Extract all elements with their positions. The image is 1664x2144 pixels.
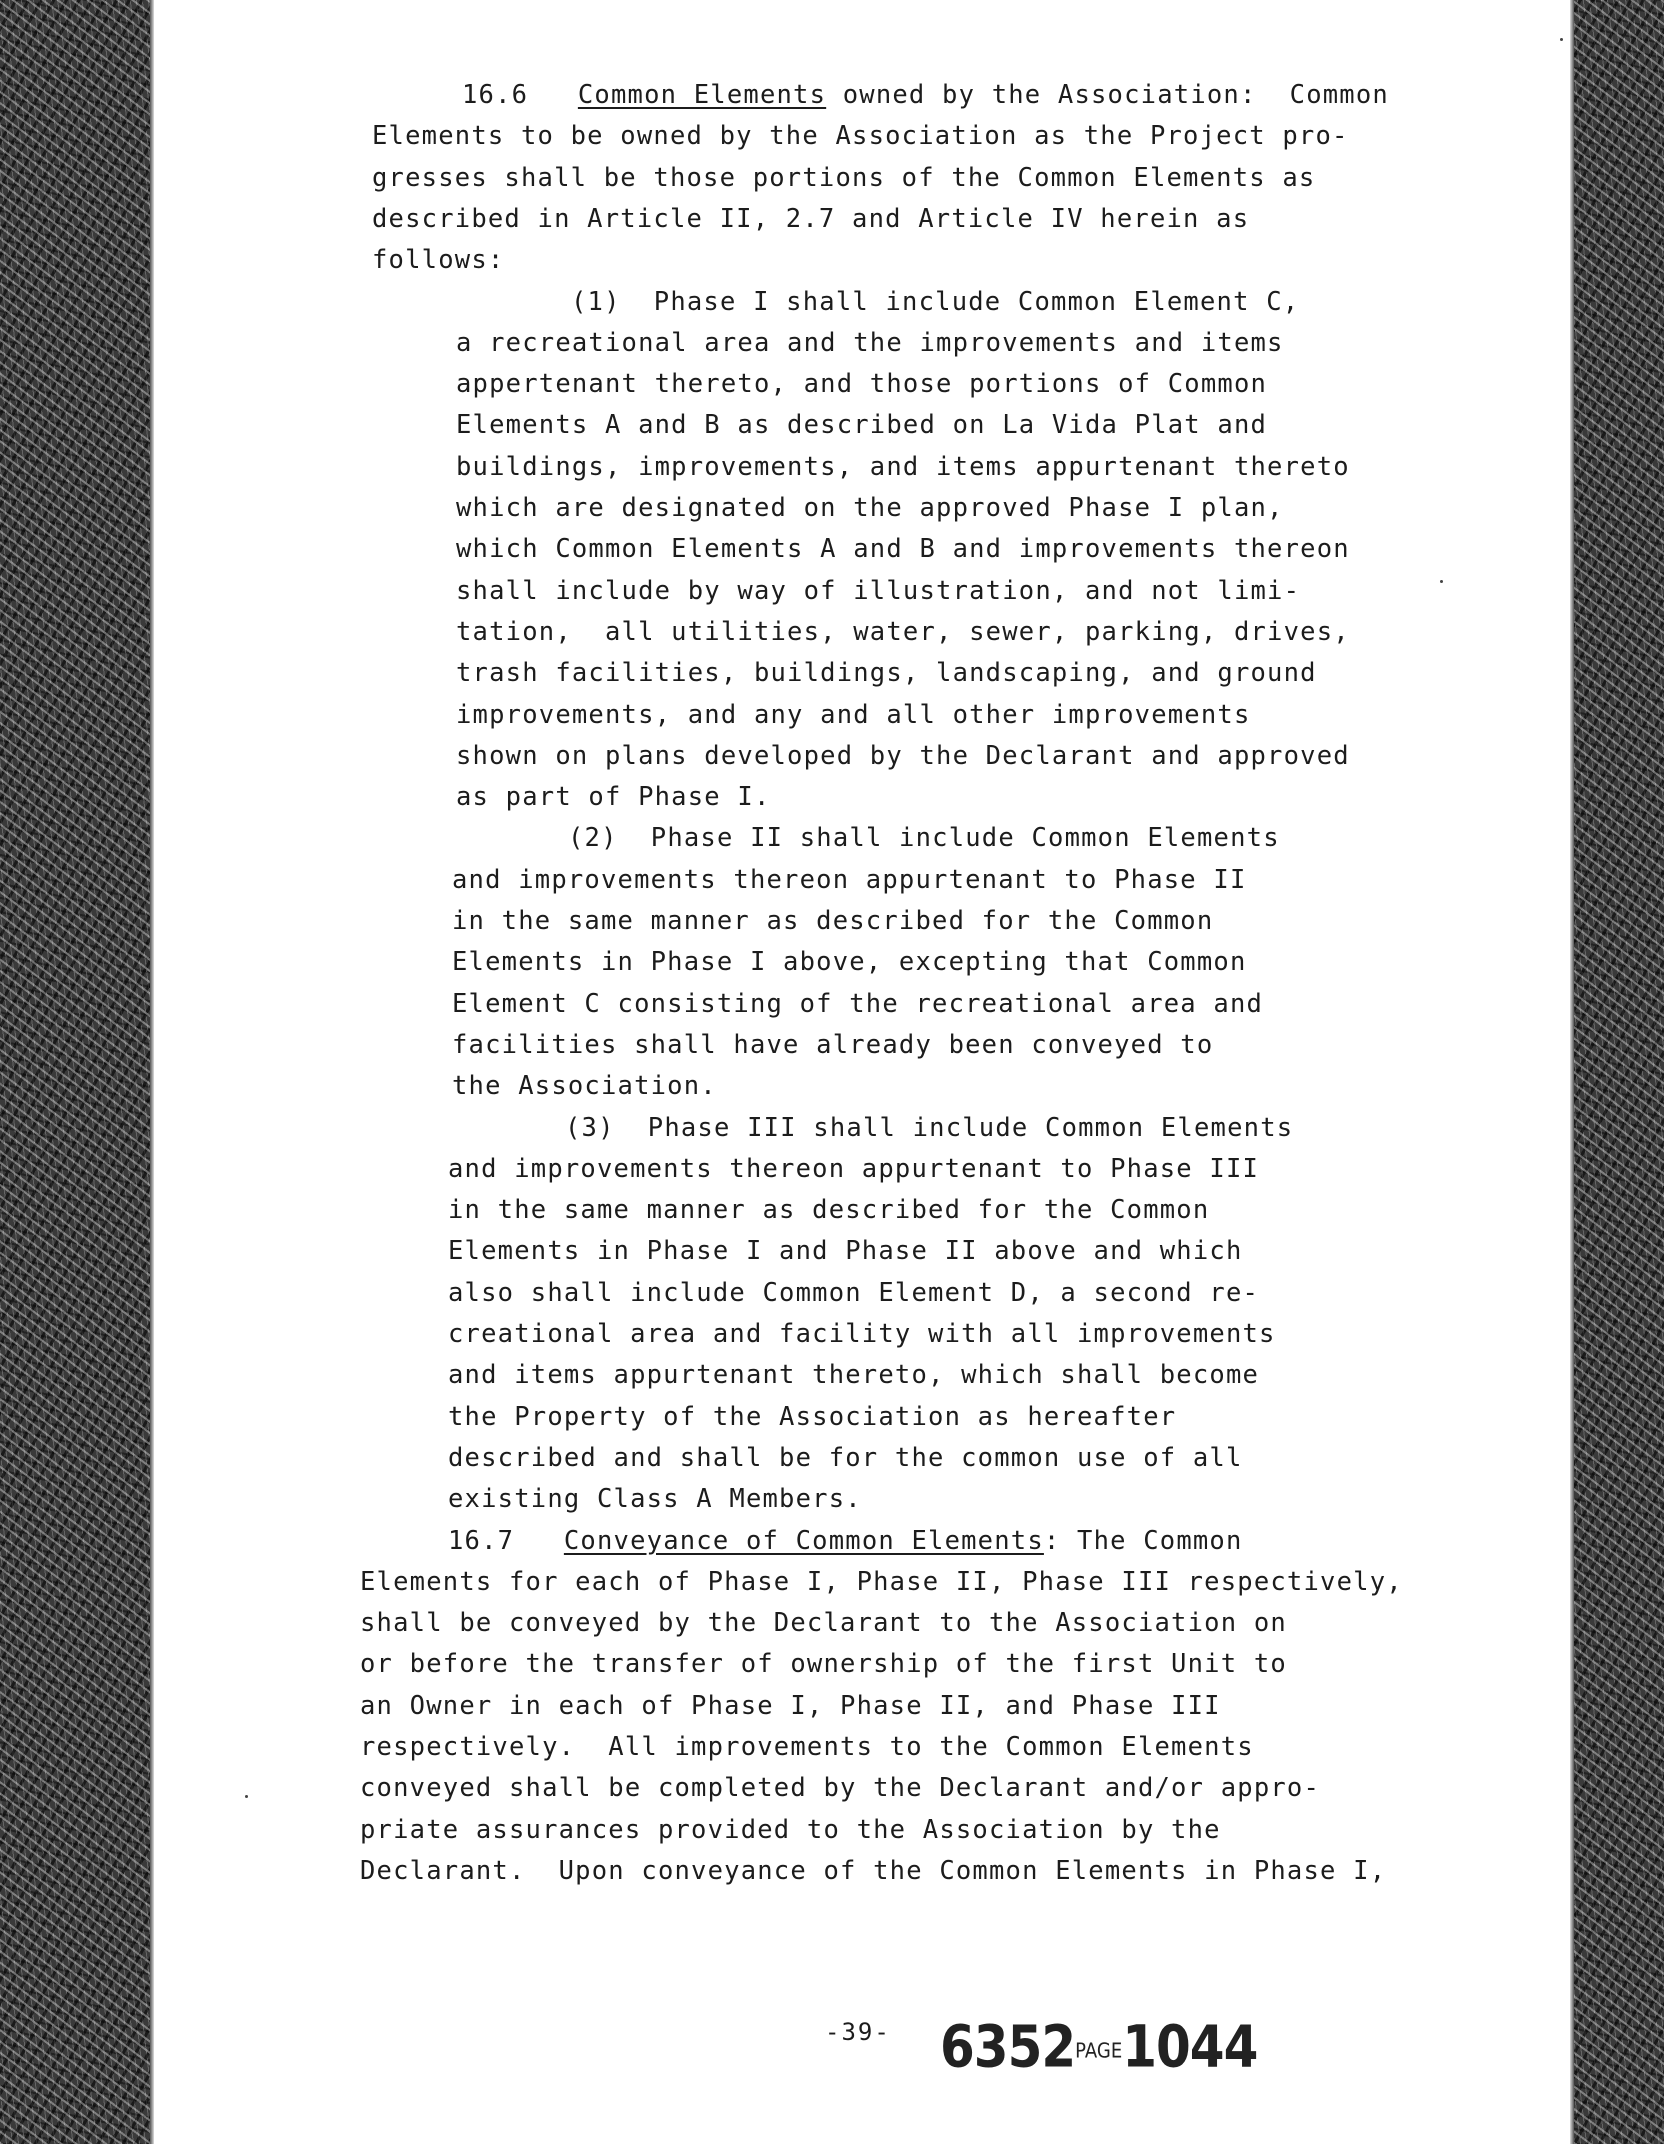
recording-stamp: [940, 2014, 1257, 2081]
text-line: an Owner in each of Phase I, Phase II, and Phase III: [360, 1691, 1221, 1721]
scan-speck: [1440, 580, 1443, 583]
text-line: priate assurances provided to the Association by the: [360, 1815, 1221, 1845]
text-line: (2) Phase II shall include Common Elements: [568, 823, 1280, 853]
text-line: creational area and facility with all improvements: [448, 1319, 1276, 1349]
text-line: which are designated on the approved Phase I plan,: [456, 493, 1284, 523]
section-number: 16.6: [462, 80, 578, 110]
text-line: as part of Phase I.: [456, 782, 771, 812]
text-line: and improvements thereon appurtenant to Phase II: [452, 865, 1247, 895]
text-line: also shall include Common Element D, a second re-: [448, 1278, 1260, 1308]
text-line: Elements for each of Phase I, Phase II, Phase III respectively,: [360, 1567, 1403, 1597]
text-line: follows:: [372, 245, 505, 275]
section-text: : The Common: [1043, 1526, 1243, 1556]
text-line: facilities shall have already been conveyed to: [452, 1030, 1214, 1060]
text-line: which Common Elements A and B and improvements thereon: [456, 534, 1350, 564]
section-number: 16.7: [448, 1526, 564, 1556]
text-line: Elements A and B as described on La Vida Plat and: [456, 410, 1268, 440]
text-line: trash facilities, buildings, landscaping, and ground: [456, 658, 1317, 688]
text-line: (3) Phase III shall include Common Elements: [565, 1113, 1294, 1143]
text-line: respectively. All improvements to the Common Elements: [360, 1732, 1254, 1762]
text-line: in the same manner as described for the Common: [452, 906, 1214, 936]
text-line: Elements in Phase I above, excepting that Common: [452, 947, 1247, 977]
text-line: or before the transfer of ownership of the first Unit to: [360, 1649, 1287, 1679]
text-line: in the same manner as described for the Common: [448, 1195, 1210, 1225]
page-number: -39-: [825, 2018, 891, 2046]
text-line: described in Article II, 2.7 and Article IV herein as: [372, 204, 1250, 234]
text-line: a recreational area and the improvements and items: [456, 328, 1284, 358]
text-line: and improvements thereon appurtenant to Phase III: [448, 1154, 1260, 1184]
scan-speck: [245, 1795, 248, 1798]
text-line: buildings, improvements, and items appurtenant thereto: [456, 452, 1350, 482]
section-heading: Common Elements: [577, 80, 827, 110]
text-line: Declarant. Upon conveyance of the Common Elements in Phase I,: [360, 1856, 1387, 1886]
text-line: existing Class A Members.: [448, 1484, 862, 1514]
text-line: improvements, and any and all other improvements: [456, 700, 1251, 730]
scan-border-left: [0, 0, 150, 2144]
stamp-page: 1044: [1122, 2013, 1258, 2081]
text-line: and items appurtenant thereto, which shall become: [448, 1360, 1260, 1390]
text-line: described and shall be for the common use of all: [448, 1443, 1243, 1473]
document-page: [160, 0, 1560, 2144]
scan-border-right: [1574, 0, 1664, 2144]
text-line: Elements to be owned by the Association as the Project pro-: [372, 121, 1349, 151]
section-text: owned by the Association: Common: [826, 80, 1389, 110]
text-line: (1) Phase I shall include Common Element C,: [571, 287, 1300, 317]
text-line: gresses shall be those portions of the Common Elements as: [372, 163, 1316, 193]
stamp-page-label: PAGE: [1075, 2038, 1123, 2064]
text-line: shall be conveyed by the Declarant to the Association on: [360, 1608, 1287, 1638]
section-heading: Conveyance of Common Elements: [563, 1526, 1044, 1556]
scan-speck: [1560, 38, 1563, 41]
text-line: [462, 80, 1389, 110]
text-line: shall include by way of illustration, and not limi-: [456, 576, 1301, 606]
text-line: the Property of the Association as hereafter: [448, 1402, 1177, 1432]
text-line: tation, all utilities, water, sewer, parking, drives,: [456, 617, 1350, 647]
text-line: the Association.: [452, 1071, 717, 1101]
text-line: Element C consisting of the recreational area and: [452, 989, 1264, 1019]
text-line: [448, 1526, 1243, 1556]
stamp-book: 6352: [940, 2013, 1076, 2081]
text-line: conveyed shall be completed by the Declarant and/or appro-: [360, 1773, 1321, 1803]
text-line: appertenant thereto, and those portions of Common: [456, 369, 1268, 399]
text-line: Elements in Phase I and Phase II above and which: [448, 1236, 1243, 1266]
text-line: shown on plans developed by the Declarant and approved: [456, 741, 1350, 771]
